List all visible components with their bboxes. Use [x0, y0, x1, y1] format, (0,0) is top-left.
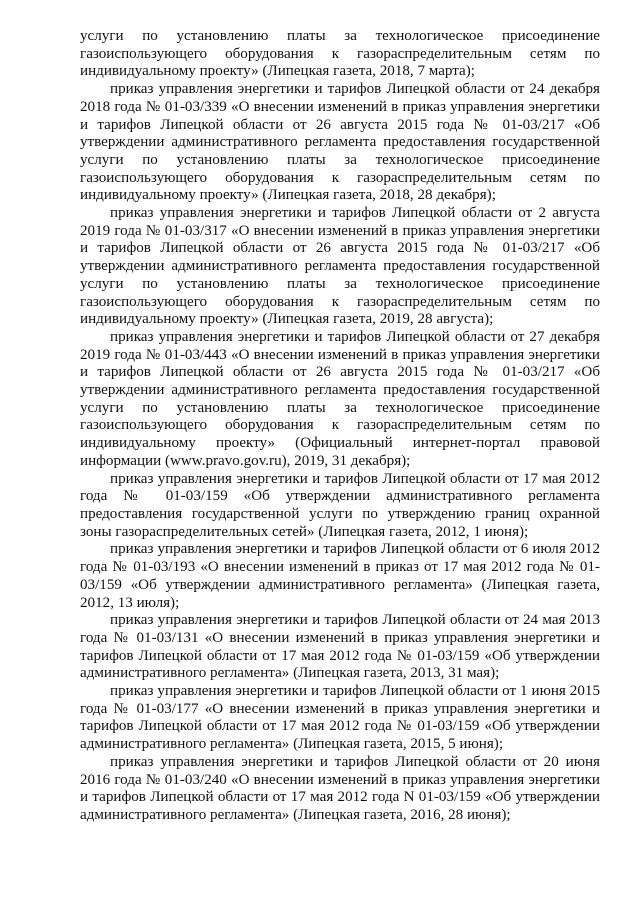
paragraph-order-2015-177: приказ управления энергетики и тарифов Липецкой области от 1 июня 2015 года № 01-03/177 «О внесении изменений в приказ управления энергетики и тарифов Липецкой области от 17 мая 2012 года № 01-03/159 «Об утверждении административного регламента» (Липецкая газета, 2015, 5 июня);	[80, 683, 600, 753]
paragraph-order-2013-131: приказ управления энергетики и тарифов Липецкой области от 24 мая 2013 года № 01-03/131 «О внесении изменений в приказ управления энергетики и тарифов Липецкой области от 17 мая 2012 года № 01-03/159 «Об утверждении административного регламента» (Липецкая газета, 2013, 31 мая);	[80, 612, 600, 682]
document-page	[80, 28, 600, 825]
paragraph-order-2016-240: приказ управления энергетики и тарифов Липецкой области от 20 июня 2016 года № 01-03/240 «О внесении изменений в приказ управления энергетики и тарифов Липецкой области от 17 мая 2012 года N 01-03/159 «Об утверждении административного регламента» (Липецкая газета, 2016, 28 июня);	[80, 753, 600, 823]
paragraph-order-2012-193: приказ управления энергетики и тарифов Липецкой области от 6 июля 2012 года № 01-03/193 «О внесении изменений в приказ от 17 мая 2012 года № 01-03/159 «Об утверждении административного регламента» (Липецкая газета, 2012, 13 июля);	[80, 541, 600, 611]
paragraph-order-2012-159: приказ управления энергетики и тарифов Липецкой области от 17 мая 2012 года № 01-03/159 «Об утверждении административного регламента предоставления государственной услуги по утверждению границ охранной зоны газораспределительных сетей» (Липецкая газета, 2012, 1 июня);	[80, 470, 600, 540]
paragraph-order-2019-443: приказ управления энергетики и тарифов Липецкой области от 27 декабря 2019 года № 01-03/443 «О внесении изменений в приказ управления энергетики и тарифов Липецкой области от 26 августа 2015 года № 01-03/217 «Об утверждении административного регламента предоставления государственной услуги по установлению платы за технологическое присоединение газоиспользующего оборудования к газораспределительным сетям по индивидуальному проекту» (Официальный интернет-портал правовой информации (www.pravo.gov.ru), 2019, 31 декабря);	[80, 328, 600, 469]
paragraph-order-2019-317: приказ управления энергетики и тарифов Липецкой области от 2 августа 2019 года № 01-03/317 «О внесении изменений в приказ управления энергетики и тарифов Липецкой области от 26 августа 2015 года № 01-03/217 «Об утверждении административного регламента предоставления государственной услуги по установлению платы за технологическое присоединение газоиспользующего оборудования к газораспределительным сетям по индивидуальному проекту» (Липецкая газета, 2019, 28 августа);	[80, 205, 600, 328]
paragraph-continuation: услуги по установлению платы за технологическое присоединение газоиспользующего оборудования к газораспределительным сетям по индивидуальному проекту» (Липецкая газета, 2018, 7 марта);	[80, 28, 600, 80]
paragraph-order-2018-339: приказ управления энергетики и тарифов Липецкой области от 24 декабря 2018 года № 01-03/339 «О внесении изменений в приказ управления энергетики и тарифов Липецкой области от 26 августа 2015 года № 01-03/217 «Об утверждении административного регламента предоставления государственной услуги по установлению платы за технологическое присоединение газоиспользующего оборудования к газораспределительным сетям по индивидуальному проекту» (Липецкая газета, 2018, 28 декабря);	[80, 81, 600, 204]
